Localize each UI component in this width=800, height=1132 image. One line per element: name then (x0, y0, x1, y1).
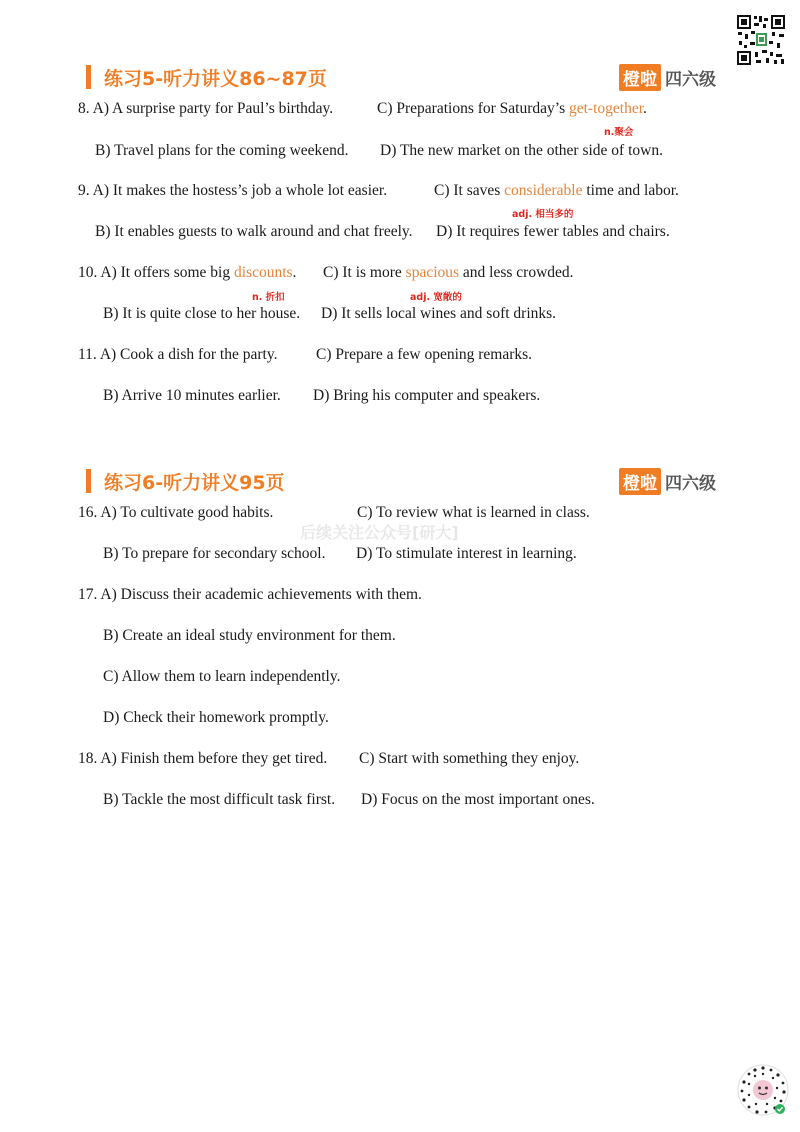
q11-option-c: C) Prepare a few opening remarks. (316, 346, 533, 363)
q9-option-b: B) It enables guests to walk around and chat freely. (95, 223, 413, 240)
q9-option-c-text: C) It saves (434, 182, 505, 199)
section-header-5 (86, 62, 716, 92)
q11-option-a: 11. A) Cook a dish for the party. (78, 346, 278, 363)
mini-program-code-icon (736, 1062, 790, 1118)
section-header-6 (86, 466, 716, 496)
q10-option-b: B) It is quite close to her house. (103, 305, 301, 322)
section-accent-bar (86, 65, 91, 89)
q8-highlight-word: get-together (569, 100, 644, 117)
watermark-line: 后续关注公众号[研大] (300, 523, 459, 542)
brand-logo: 橙啦 (619, 64, 661, 91)
q9-option-c-end: time and labor. (582, 182, 679, 199)
section-accent-bar (86, 469, 91, 493)
brand-level: 四六级 (665, 70, 716, 90)
brand-level: 四六级 (665, 474, 716, 494)
q8-option-c-text: C) Preparations for Saturday’s (377, 100, 569, 117)
watermark (300, 524, 459, 542)
q10-option-a-text: 10. A) It offers some big (78, 264, 234, 281)
q11-option-b: B) Arrive 10 minutes earlier. (103, 387, 281, 404)
qr-code-icon (736, 14, 786, 66)
q10-vocab-note-a: n. 折扣 (252, 292, 285, 303)
q10-option-a-end: . (292, 264, 297, 281)
brand-label (619, 64, 716, 91)
q10-highlight-word-c: spacious (405, 264, 460, 281)
q16-option-d: D) To stimulate interest in learning. (356, 545, 577, 562)
q9-option-c (434, 181, 679, 201)
q9-vocab-note: adj. 相当多的 (512, 209, 574, 220)
q9-option-a: 9. A) It makes the hostess’s job a whole lot easier. (78, 182, 388, 199)
q16-option-b: B) To prepare for secondary school. (103, 545, 326, 562)
q8-vocab-note: n.聚会 (604, 127, 634, 138)
q8-option-b: B) Travel plans for the coming weekend. (95, 142, 349, 159)
brand-logo: 橙啦 (619, 468, 661, 495)
q9-option-d: D) It requires fewer tables and chairs. (436, 223, 670, 240)
q8-option-c-end: . (643, 100, 647, 117)
q10-option-c (323, 263, 574, 283)
q18-option-c: C) Start with something they enjoy. (359, 750, 580, 767)
q18-option-a: 18. A) Finish them before they get tired. (78, 750, 328, 767)
question-17-option-d: D) Check their homework promptly. (103, 709, 329, 726)
q10-option-c-end: and less crowded. (459, 264, 574, 281)
q18-option-d: D) Focus on the most important ones. (361, 791, 595, 808)
question-17-option-b: B) Create an ideal study environment for them. (103, 627, 396, 644)
section-title: 练习6-听力讲义95页 (104, 472, 285, 494)
question-17-option-c: C) Allow them to learn independently. (103, 668, 341, 685)
q8-option-a: 8. A) A surprise party for Paul’s birthday. (78, 100, 334, 117)
q11-option-d: D) Bring his computer and speakers. (313, 387, 541, 404)
q10-option-c-text: C) It is more (323, 264, 406, 281)
q10-option-d: D) It sells local wines and soft drinks. (321, 305, 557, 322)
q10-option-a (78, 263, 296, 283)
q8-option-c (377, 99, 647, 119)
q16-option-a: 16. A) To cultivate good habits. (78, 504, 274, 521)
q8-option-d: D) The new market on the other side of town. (380, 142, 663, 159)
q18-option-b: B) Tackle the most difficult task first. (103, 791, 336, 808)
q16-option-c: C) To review what is learned in class. (357, 504, 590, 521)
q9-highlight-word: considerable (504, 182, 583, 199)
q10-vocab-note-c: adj. 宽敞的 (410, 292, 462, 303)
q10-highlight-word-a: discounts (233, 264, 293, 281)
brand-label (619, 468, 716, 495)
question-17-option-a: 17. A) Discuss their academic achievements with them. (78, 586, 422, 603)
section-title: 练习5-听力讲义86~87页 (104, 68, 327, 90)
